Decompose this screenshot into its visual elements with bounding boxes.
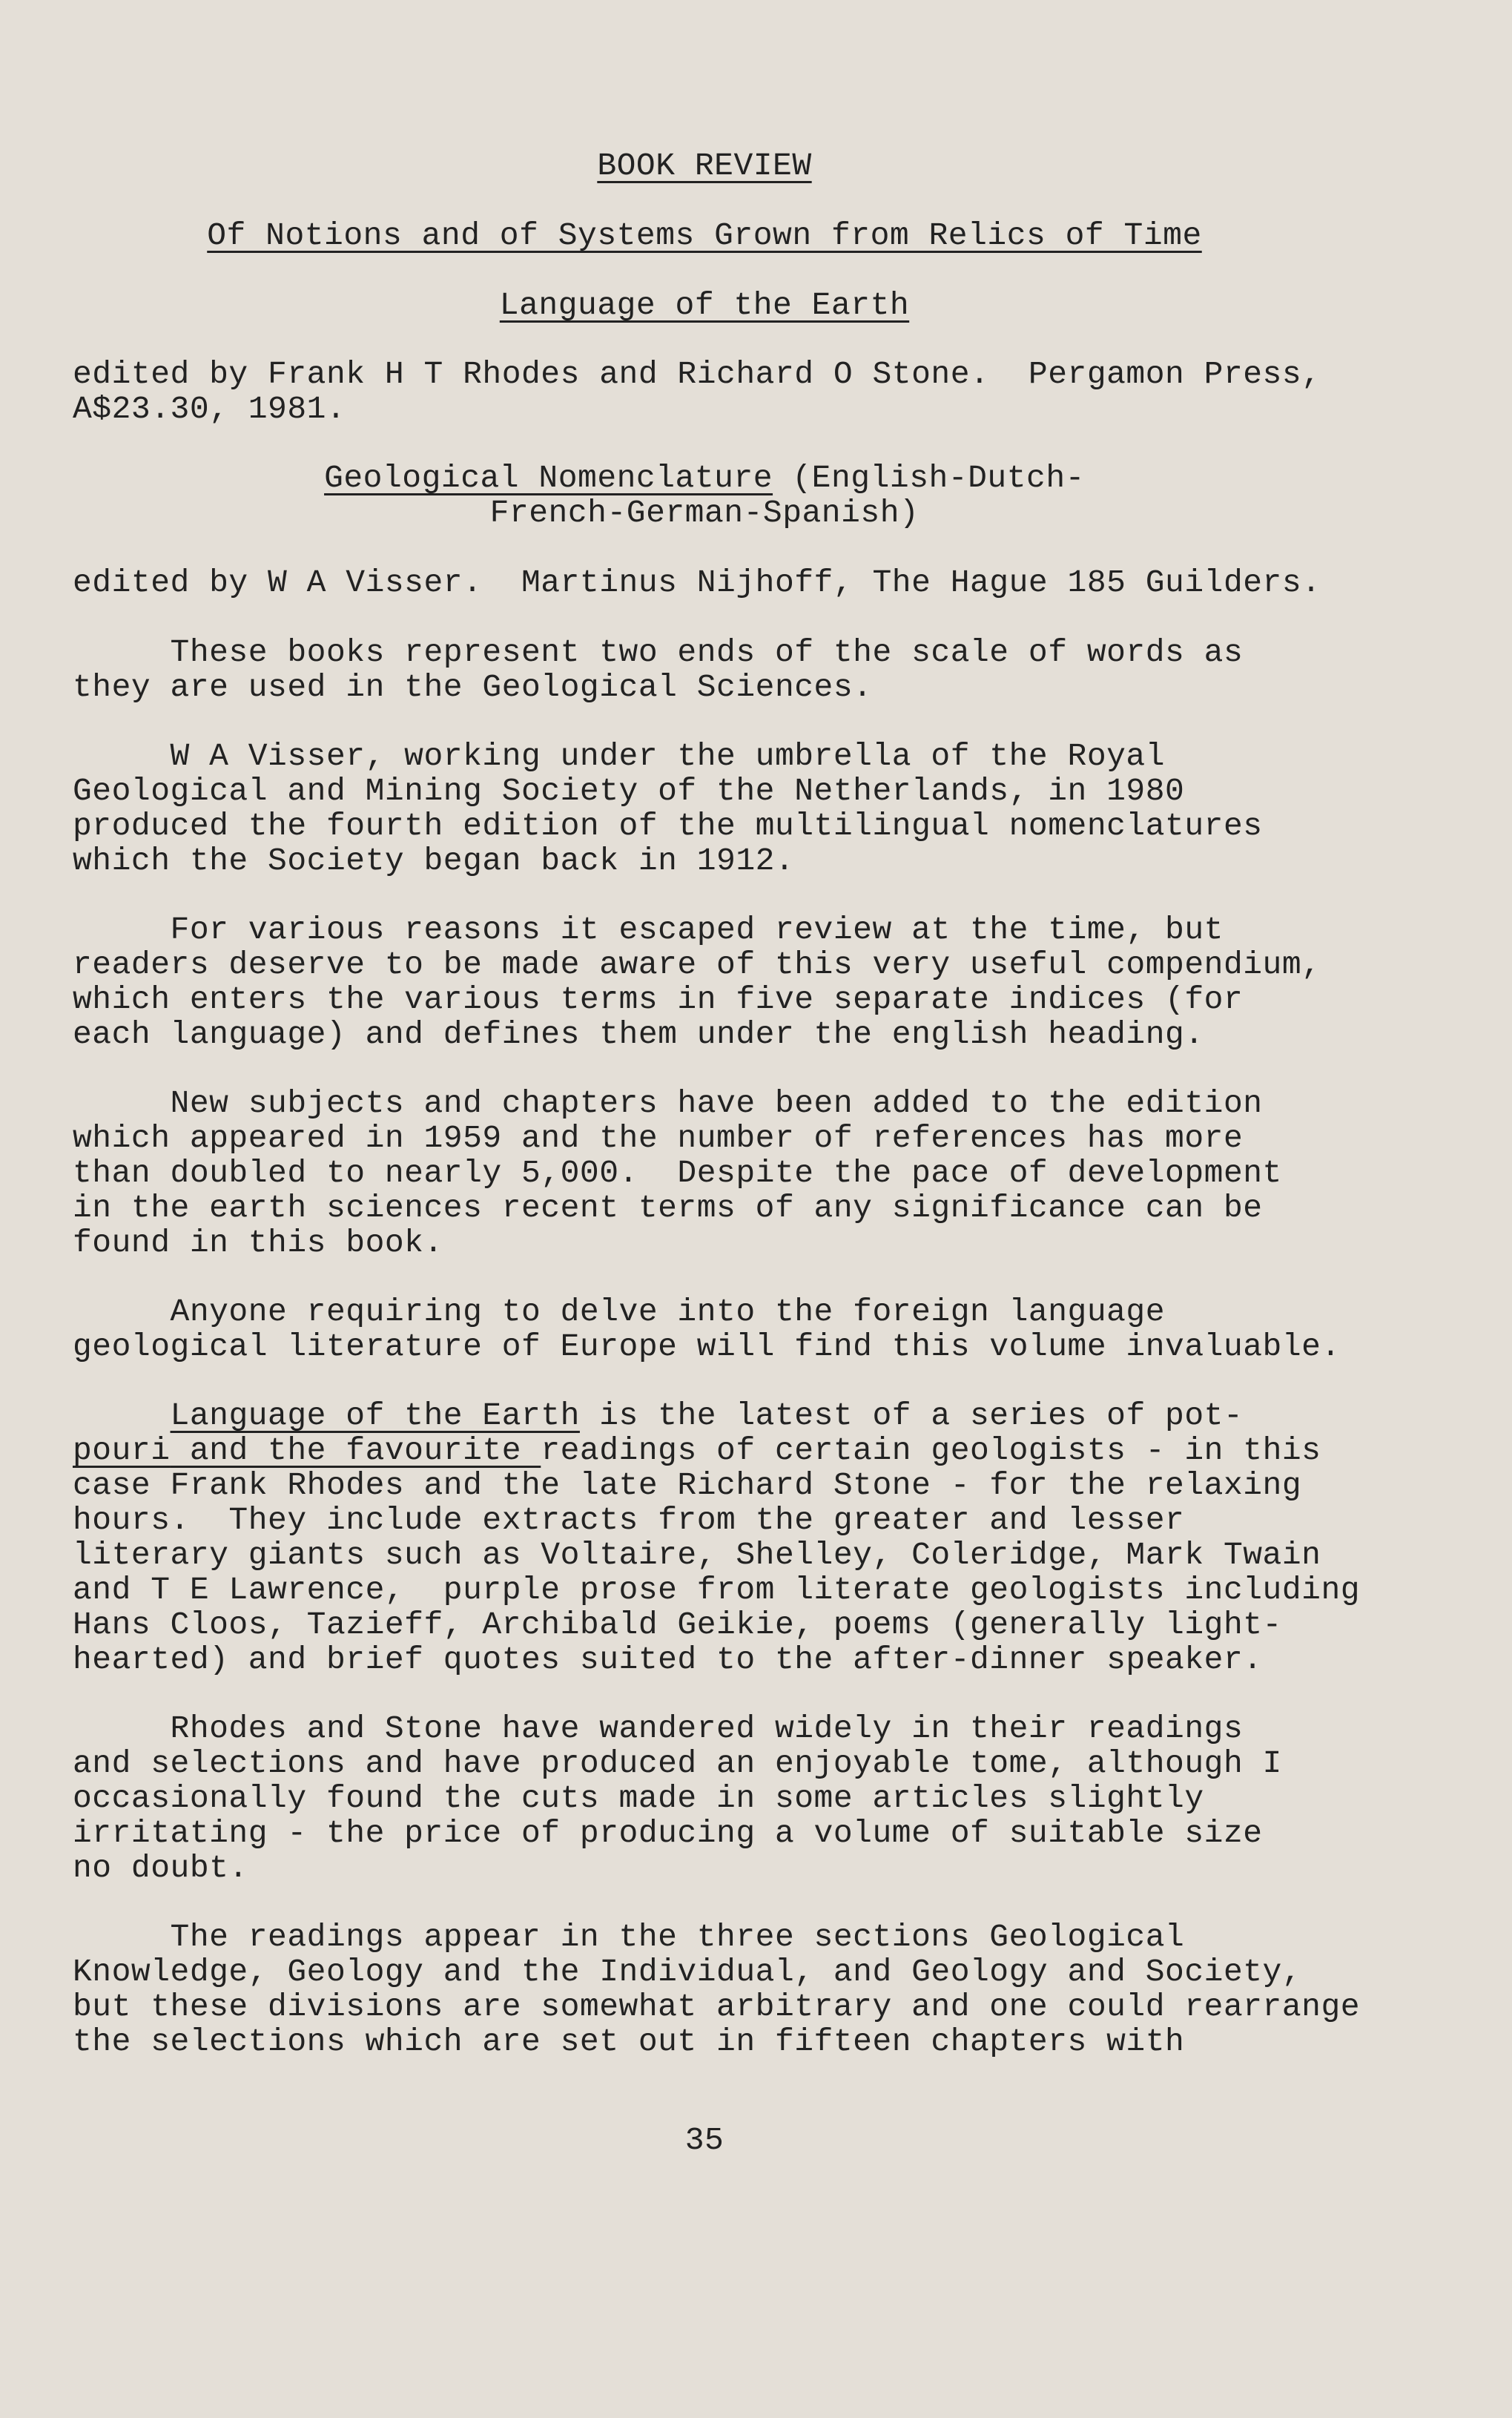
- book2-details: edited by W A Visser. Martinus Nijhoff, The Hague 185 Guilders.: [73, 564, 1321, 601]
- book2-title-line2: French-German-Spanish): [489, 495, 920, 531]
- page-number: 35: [684, 2122, 724, 2158]
- paragraph-line: found in this book.: [73, 1225, 443, 1261]
- paragraph-line: but these divisions are somewhat arbitrary and one could rearrange: [73, 1989, 1361, 2025]
- paragraph-line: than doubled to nearly 5,000. Despite the pace of development: [73, 1155, 1282, 1191]
- paragraph-line: the selections which are set out in fifteen chapters with: [73, 2023, 1185, 2060]
- paragraph-line: they are used in the Geological Sciences.: [73, 669, 873, 705]
- paragraph-line: Language of the Earth is the latest of a series of pot-: [170, 1397, 1244, 1434]
- book1-details-line1: edited by Frank H T Rhodes and Richard O Stone. Pergamon Press,: [73, 356, 1321, 392]
- paragraph-line: The readings appear in the three sections Geological: [73, 1919, 1185, 1955]
- paragraph-line: Anyone requiring to delve into the foreign language: [73, 1294, 1166, 1330]
- paragraph-line: in the earth sciences recent terms of any significance can be: [73, 1190, 1263, 1226]
- paragraph-line: produced the fourth edition of the multilingual nomenclatures: [73, 808, 1263, 844]
- paragraph-line: hearted) and brief quotes suited to the after-dinner speaker.: [73, 1641, 1263, 1678]
- paragraph-line: Hans Cloos, Tazieff, Archibald Geikie, poems (generally light-: [73, 1607, 1282, 1643]
- paragraph-line: geological literature of Europe will find this volume invaluable.: [73, 1328, 1341, 1365]
- book1-title: Language of the Earth: [499, 287, 910, 323]
- paragraph-line: occasionally found the cuts made in some articles slightly: [73, 1780, 1204, 1816]
- paragraph-line: Rhodes and Stone have wandered widely in their readings: [73, 1710, 1244, 1747]
- paragraph-line: Geological and Mining Society of the Netherlands, in 1980: [73, 773, 1185, 809]
- book2-title: Geological Nomenclature (English-Dutch-: [324, 460, 1085, 496]
- paragraph-line: case Frank Rhodes and the late Richard Stone - for the relaxing: [73, 1467, 1302, 1503]
- section-heading: BOOK REVIEW: [597, 148, 812, 184]
- paragraph-line: no doubt.: [73, 1850, 248, 1886]
- paragraph-line: and selections and have produced an enjoyable tome, although I: [73, 1745, 1282, 1782]
- paragraph-line: hours. They include extracts from the greater and lesser: [73, 1502, 1185, 1538]
- paragraph-line: pouri and the favourite readings of certain geologists - in this: [73, 1432, 1321, 1469]
- paragraph-line: New subjects and chapters have been added to the edition: [73, 1085, 1263, 1121]
- article-title: Of Notions and of Systems Grown from Relics of Time: [207, 217, 1202, 254]
- paragraph-line: which the Society began back in 1912.: [73, 843, 795, 879]
- paragraph-line: irritating - the price of producing a volume of suitable size: [73, 1815, 1263, 1851]
- paragraph-line: Knowledge, Geology and the Individual, and Geology and Society,: [73, 1954, 1302, 1990]
- paragraph-line: W A Visser, working under the umbrella of the Royal: [73, 738, 1166, 774]
- paragraph-line: These books represent two ends of the scale of words as: [73, 634, 1244, 671]
- paragraph-line: which enters the various terms in five separate indices (for: [73, 981, 1244, 1018]
- paragraph-line: each language) and defines them under the english heading.: [73, 1016, 1204, 1052]
- paragraph-line: and T E Lawrence, purple prose from literate geologists including: [73, 1572, 1361, 1608]
- paragraph-line: literary giants such as Voltaire, Shelley, Coleridge, Mark Twain: [73, 1537, 1321, 1573]
- inline-book-title: Language of the Earth: [170, 1397, 580, 1434]
- paragraph-line: which appeared in 1959 and the number of references has more: [73, 1120, 1244, 1156]
- paragraph-line: For various reasons it escaped review at the time, but: [73, 912, 1224, 948]
- book1-details-line2: A$23.30, 1981.: [73, 391, 346, 427]
- paragraph-line: readers deserve to be made aware of this very useful compendium,: [73, 946, 1321, 983]
